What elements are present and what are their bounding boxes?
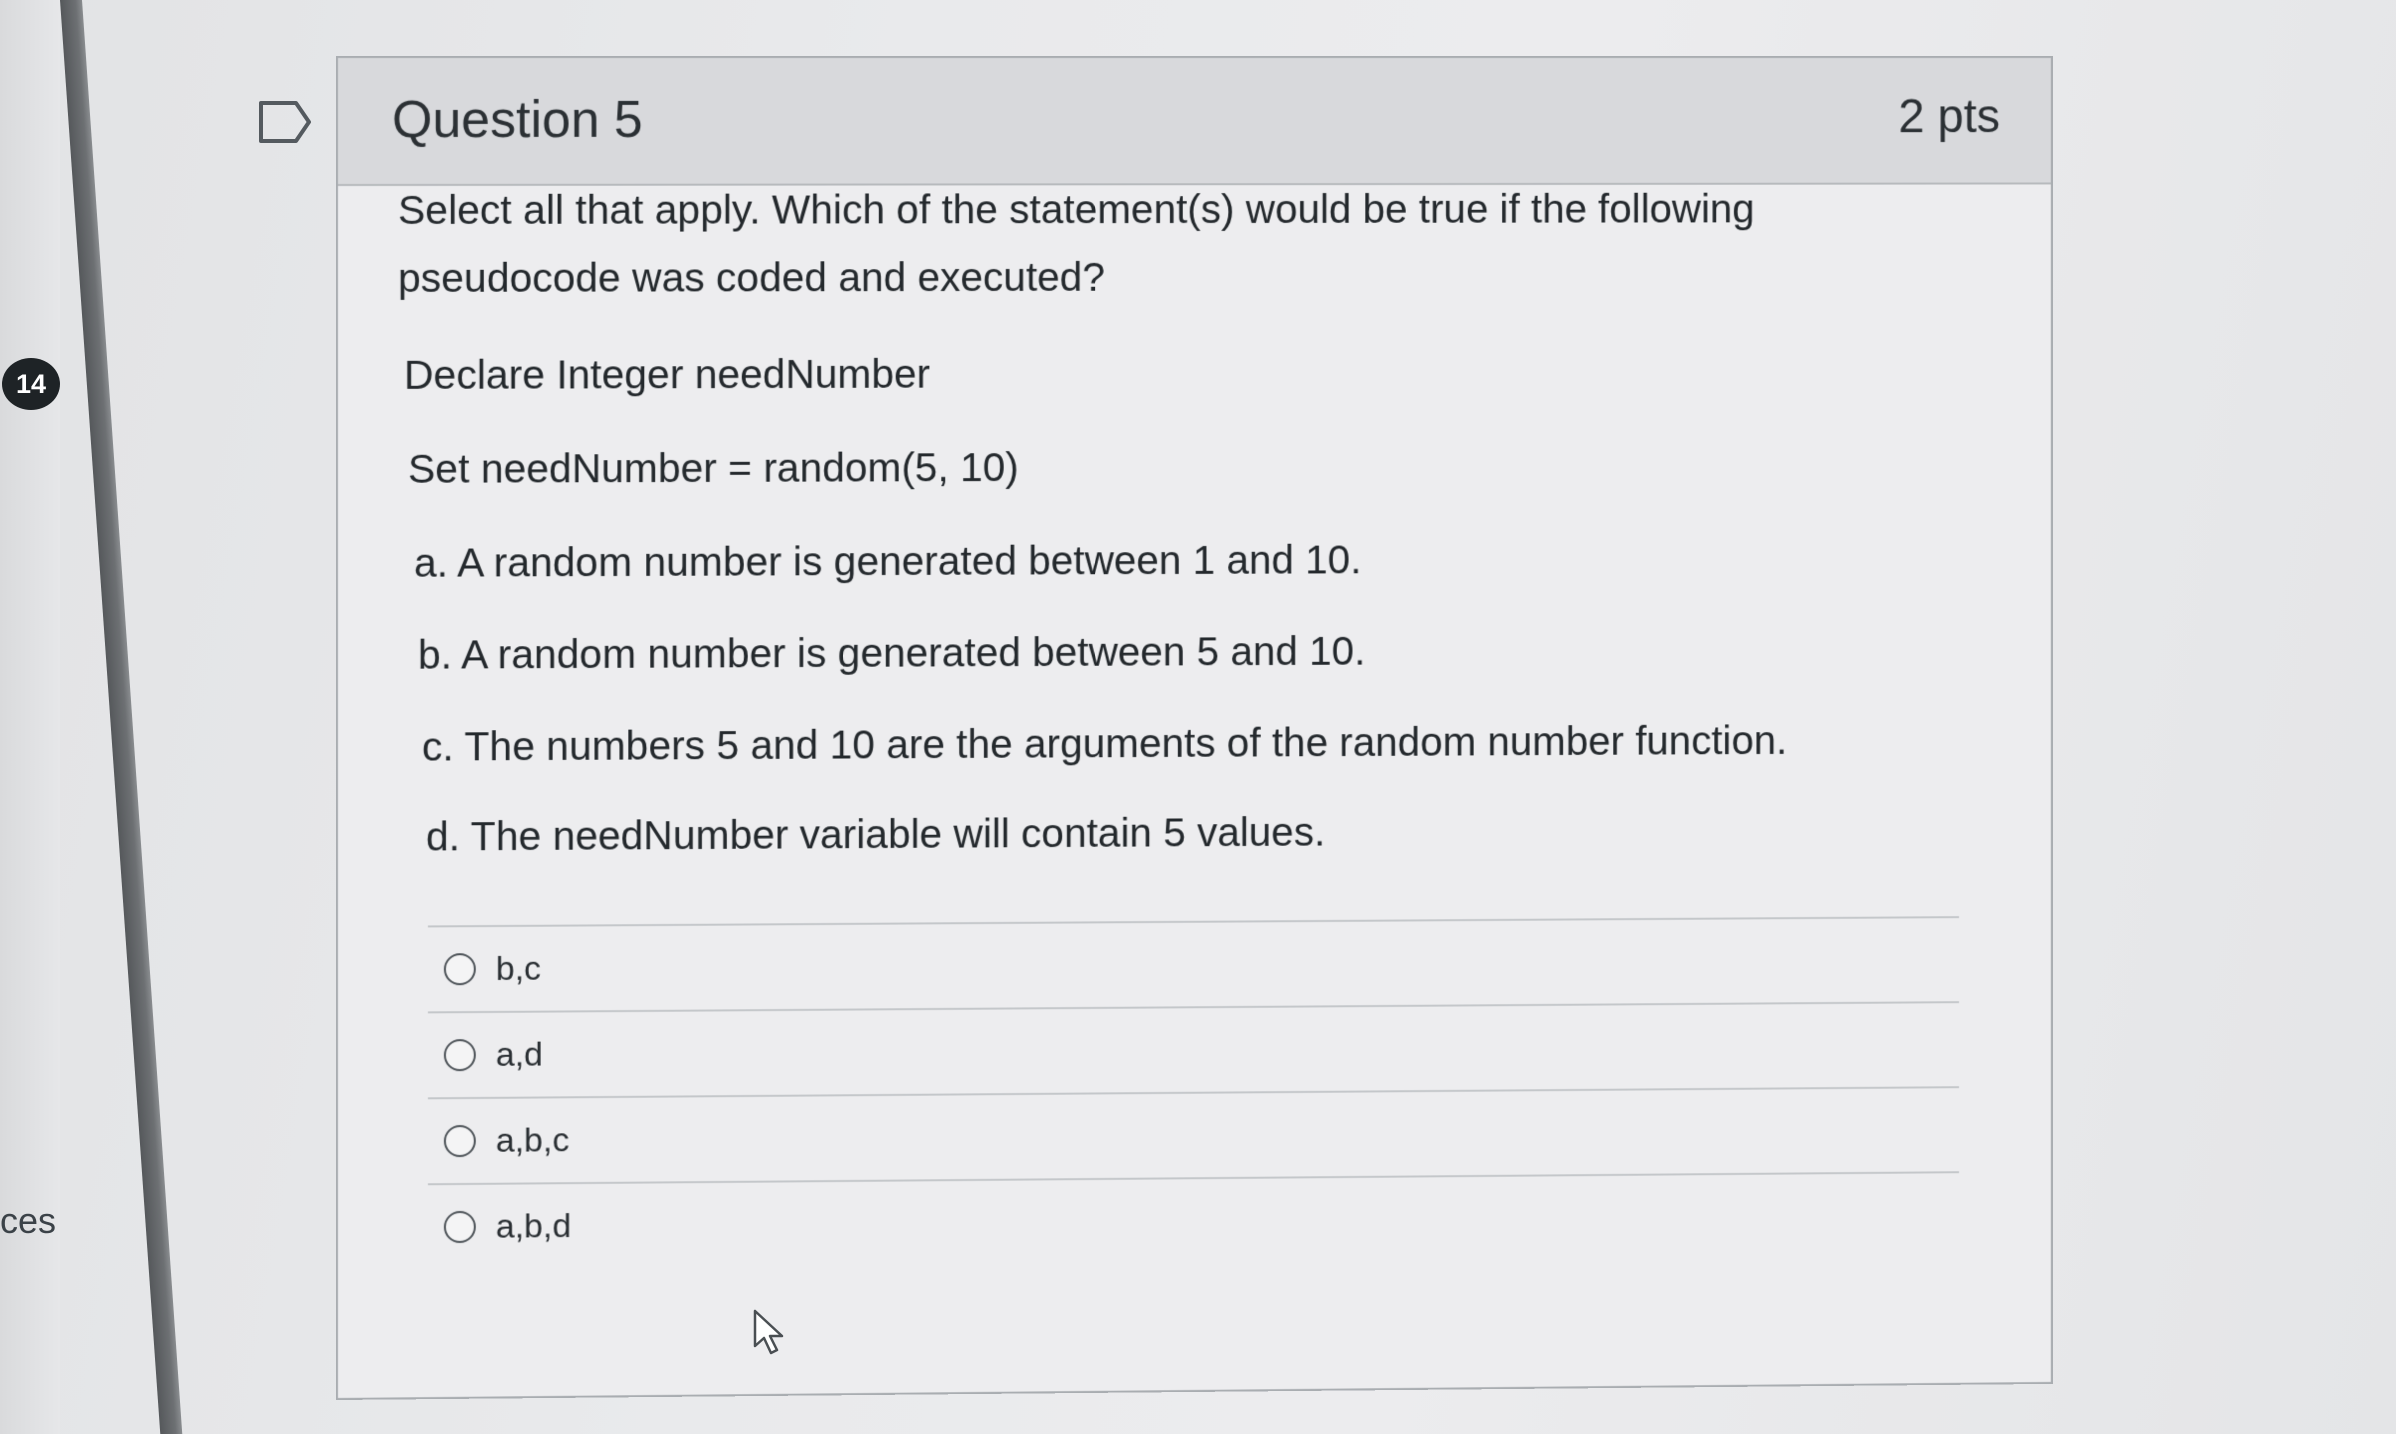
left-divider-bar — [60, 0, 182, 1434]
question-prompt: Select all that apply. Which of the statement(s) would be true if the following pseudocode was coded and executed? — [397, 185, 1755, 301]
question-card — [336, 56, 2053, 1400]
radio-button[interactable] — [444, 1125, 476, 1157]
mouse-pointer-icon — [752, 1308, 786, 1356]
statement-d: d. The needNumber variable will contain 5 values. — [425, 808, 1326, 860]
radio-button[interactable] — [444, 953, 476, 985]
answer-label[interactable]: a,b,d — [495, 1206, 572, 1246]
question-header — [338, 58, 2051, 186]
question-points: 2 pts — [1898, 90, 2001, 144]
statement-c: c. The numbers 5 and 10 are the arguments of the random number function. — [421, 717, 1788, 770]
answer-option[interactable] — [428, 1086, 1959, 1183]
code-line: Declare Integer needNumber — [403, 350, 931, 398]
answer-option[interactable] — [428, 1001, 1959, 1097]
answer-option[interactable] — [428, 1171, 1959, 1269]
answer-option[interactable] — [428, 916, 1959, 1011]
question-title: Question 5 — [391, 90, 643, 149]
radio-button[interactable] — [444, 1211, 476, 1243]
answer-label[interactable]: a,b,c — [495, 1120, 570, 1160]
statement-b: b. A random number is generated between 5 and 10. — [417, 627, 1366, 678]
answer-options — [428, 916, 1959, 1269]
code-line: Set needNumber = random(5, 10) — [407, 444, 1019, 492]
bookmark-flag-icon[interactable] — [258, 100, 312, 144]
answer-label[interactable]: a,d — [495, 1035, 543, 1074]
question-body — [338, 184, 2051, 1246]
sidebar-partial-text[interactable]: ces — [0, 1200, 57, 1241]
radio-button[interactable] — [444, 1039, 476, 1071]
answer-label[interactable]: b,c — [495, 949, 542, 988]
statement-a: a. A random number is generated between 1 and 10. — [413, 536, 1362, 586]
question-number-badge[interactable]: 14 — [2, 358, 60, 410]
